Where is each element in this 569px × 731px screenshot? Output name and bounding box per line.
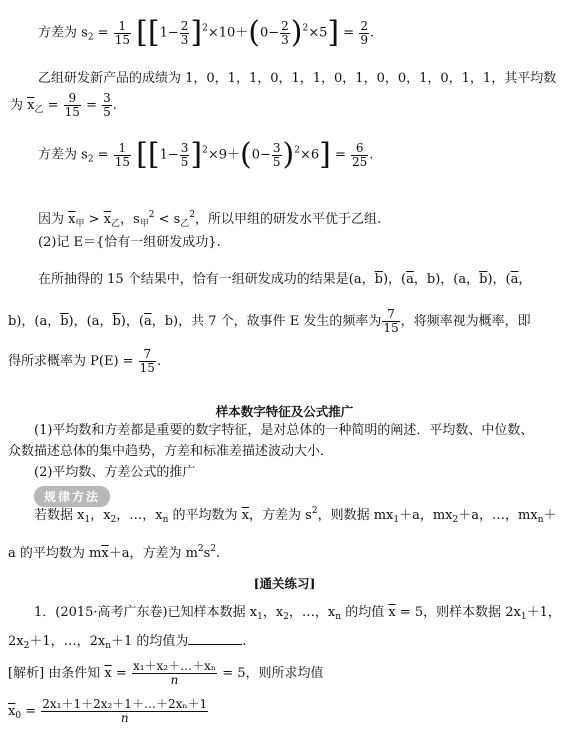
probability-line: 得所求概率为 P(E) = $\frac{7}{15}$ . xyxy=(8,347,162,375)
variance-line-yi: 方差为 $s_2$ = $\frac{1}{15}$ [[1− $\frac{3}{5}$ ]$^2$×9＋(0− $\frac{3}{5}$ )$^2$×6] = $\frac{6}{25}$ . xyxy=(38,137,374,172)
fraction: $\frac{7}{15}$ xyxy=(383,307,399,335)
fraction: $\frac{7}{15}$ xyxy=(139,347,155,375)
event-definition: (2)记 E＝{恰有一组研发成功}. xyxy=(38,235,221,250)
solution-line-1: [解析] 由条件知 $\overline{x}$ = $\frac{\text{x₁＋x₂＋…＋xₙ}}{n}$ = 5，则所求均值 xyxy=(8,659,324,687)
fraction: $\frac{3}{5}$ xyxy=(272,140,281,169)
solution-line-2: $\overline{x}_0$ = $\frac{\text{2x₁＋1＋2x₂＋1＋…＋2xₙ＋1}}{n}$ xyxy=(8,697,208,725)
comparison-line: 因为 $\overline{x}_甲 > \overline{x}_乙$，$s_甲^2 < s_乙^2$，所以甲组的研发水平优于乙组. xyxy=(38,210,382,229)
formula-line-1: 若数据 $x_1$，$x_2$，…，$x_n$ 的平均数为 $\overline{x}$，方差为 $s^2$，则数据 $mx_1+a$，$mx_2+a$，…，$mx_n+$ xyxy=(34,506,557,525)
fraction: $\frac{1}{15}$ xyxy=(114,140,130,169)
fraction: $\frac{3}{5}$ xyxy=(180,140,189,169)
paragraph-line: 众数描述总体的集中趋势，方差和标准差描述波动大小． xyxy=(8,444,334,459)
text-line: 乙组研发新产品的成绩为 1，0，1，1，0，1，1，0，1，0，0，1，0，1，1，其平均数 xyxy=(38,71,557,86)
fraction: $\frac{3}{5}$ xyxy=(103,91,111,119)
question-line-1: 1．(2015·高考广东卷)已知样本数据 $x_1$，$x_2$，…，$x_n$ 的均值 $\overline{x} = 5$，则样本数据 $2x_1+1$， xyxy=(34,605,561,622)
method-badge: 规律方法 xyxy=(34,486,110,507)
fraction: $\frac{2}{3}$ xyxy=(281,18,289,47)
fraction: $\frac{\text{x₁＋x₂＋…＋xₙ}}{n}$ xyxy=(132,659,217,687)
fraction: $\frac{1}{15}$ xyxy=(114,18,130,47)
question-line-2: $2x_2+1$，…，$2x_n+1$ 的均值为 . xyxy=(8,634,247,651)
fraction: $\frac{2}{3}$ xyxy=(180,18,189,47)
formula-line-2: a 的平均数为 $m\overline{x}+a$，方差为 $m^2s^2$. xyxy=(8,544,221,561)
section-heading: 样本数字特征及公式推广 xyxy=(215,404,354,419)
fraction: $\frac{6}{25}$ xyxy=(352,140,368,169)
paragraph-line: (2)平均数、方差公式的推广 xyxy=(34,465,196,480)
answer-blank xyxy=(188,633,242,645)
results-line-1: 在所抽得的 15 个结果中，恰有一组研发成功的结果是(a，$\overline{b}$)，($\overline{a}$，b)，(a，$\overline{b}$)，($\overline{a}$， xyxy=(38,272,532,287)
fraction: $\frac{9}{15}$ xyxy=(64,91,80,119)
exercise-heading: [通关练习] xyxy=(253,576,316,591)
results-line-2: b)，(a，$\overline{b}$)，(a，$\overline{b}$)，($\overline{a}$，b)，共 7 个，故事件 E 发生的频率为 $\frac{7}{15}$ ，将频率视为概率，即 xyxy=(8,307,531,335)
fraction: $\frac{\text{2x₁＋1＋2x₂＋1＋…＋2xₙ＋1}}{n}$ xyxy=(42,697,208,725)
fraction: $\frac{2}{9}$ xyxy=(360,18,368,47)
mean-line-yi: 为 $\overline{x}_乙$ = $\frac{9}{15}$ = $\frac{3}{5}$ . xyxy=(10,91,117,119)
paragraph-line: (1)平均数和方差都是重要的数字特征，是对总体的一种简明的阐述．平均数、中位数、 xyxy=(34,423,534,438)
variance-line-jia: 方差为 $s_2$ = $\frac{1}{15}$ [[1− $\frac{2}{3}$ ]$^2$×10＋(0− $\frac{2}{3}$ )$^2$×5] = $\frac{2}{9}$ . xyxy=(38,15,375,50)
